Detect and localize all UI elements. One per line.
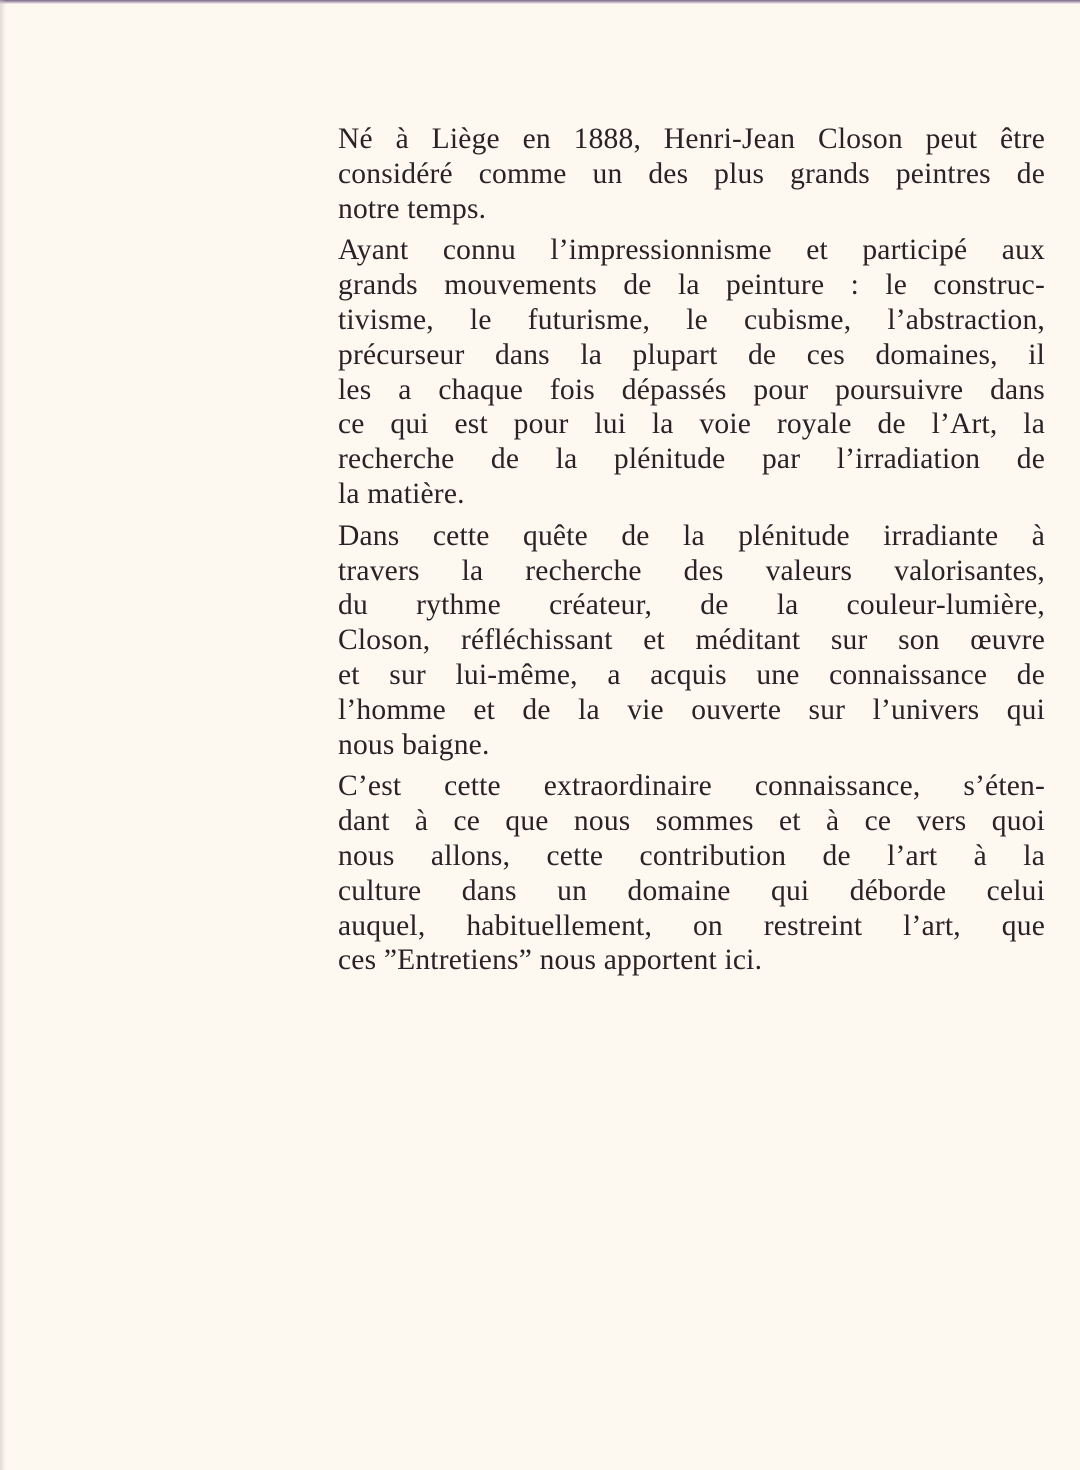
paragraph-intro: [338, 122, 1045, 226]
back-cover-text: [338, 122, 1045, 985]
text-line: dant à ce que nous sommes et à ce vers quoi: [338, 805, 1045, 838]
text-line: Closon, réfléchissant et méditant sur son œuvre: [338, 624, 1045, 657]
paragraph-quest: [338, 519, 1045, 763]
text-line: du rythme créateur, de la couleur-lumière,: [338, 589, 1045, 622]
text-line: et sur lui-même, a acquis une connaissance de: [338, 658, 1045, 691]
paragraph-conclusion: [338, 769, 1045, 978]
text-line: nous baigne.: [338, 728, 490, 761]
text-line: culture dans un domaine qui déborde celui: [338, 874, 1045, 907]
text-line: grands mouvements de la peinture : le construc-: [338, 269, 1045, 302]
text-line: travers la recherche des valeurs valorisantes,: [338, 554, 1045, 587]
text-line: notre temps.: [338, 192, 487, 225]
text-line: ce qui est pour lui la voie royale de l’Art, la: [338, 408, 1045, 441]
text-line: C’est cette extraordinaire connaissance, s’éten-: [338, 770, 1045, 803]
text-line: Né à Liège en 1888, Henri-Jean Closon peut être: [338, 123, 1045, 155]
text-line: considéré comme un des plus grands peintres de: [338, 157, 1045, 190]
paragraph-movements: [338, 233, 1045, 511]
text-line: recherche de la plénitude par l’irradiation de: [338, 443, 1045, 476]
text-line: Ayant connu l’impressionnisme et participé aux: [338, 234, 1045, 267]
text-line: tivisme, le futurisme, le cubisme, l’abstraction,: [338, 303, 1045, 336]
text-line: la matière.: [338, 477, 465, 510]
text-line: les a chaque fois dépassés pour poursuivre dans: [338, 373, 1045, 406]
text-line: auquel, habituellement, on restreint l’art, que: [338, 909, 1045, 942]
text-line: ces ”Entretiens” nous apportent ici.: [338, 944, 763, 977]
text-line: précurseur dans la plupart de ces domaines, il: [338, 338, 1045, 371]
page-left-edge: [0, 0, 6, 1470]
text-line: nous allons, cette contribution de l’art à la: [338, 839, 1045, 872]
page-top-edge: [0, 0, 1080, 4]
text-line: Dans cette quête de la plénitude irradiante à: [338, 519, 1045, 552]
text-line: l’homme et de la vie ouverte sur l’univers qui: [338, 693, 1045, 726]
